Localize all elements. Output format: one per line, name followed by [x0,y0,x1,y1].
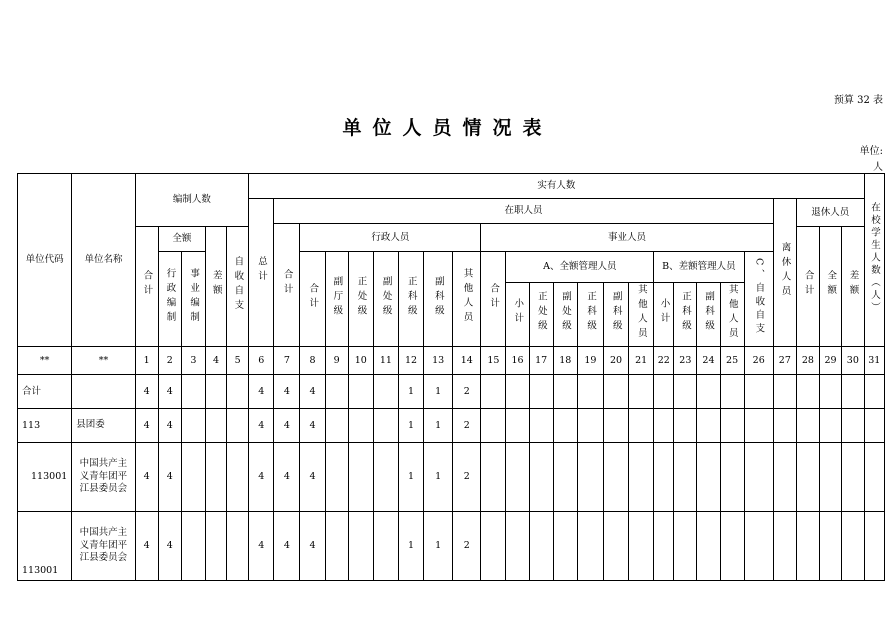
cell-col-7: 4 [274,512,300,581]
cell-col-6: 4 [249,512,274,581]
cell-code: 113001 [18,512,72,581]
index-cell: 26 [744,347,773,375]
cell-col-30 [842,443,864,512]
index-cell: 29 [820,347,842,375]
cell-col-4 [205,375,226,409]
cell-col-4 [205,409,226,443]
cell-col-5 [227,512,249,581]
cell-col-28 [796,443,819,512]
cell-col-28 [796,512,819,581]
cell-col-19 [577,443,603,512]
col-header-quane: 全额 [158,227,205,252]
cell-col-21 [629,512,654,581]
cell-col-26 [744,512,773,581]
cell-col-15 [481,375,506,409]
col-header-fu-chu: 副处级 [373,252,398,347]
cell-col-26 [744,443,773,512]
col-header-zaizhi-heji: 合计 [274,224,300,347]
cell-col-17 [529,443,553,512]
cell-col-1: 4 [135,443,158,512]
cell-col-11 [373,409,398,443]
cell-name: 县团委 [72,409,135,443]
index-cell: 8 [300,347,325,375]
col-header-fu-ke: 副科级 [424,252,453,347]
cell-col-22 [654,375,674,409]
index-cell: 31 [864,347,884,375]
cell-col-9 [325,443,348,512]
cell-col-24 [697,409,720,443]
cell-col-3 [181,443,205,512]
col-header-fu-ting: 副厅级 [325,252,348,347]
cell-col-2: 4 [158,409,181,443]
index-cell: 10 [348,347,373,375]
cell-col-29 [820,443,842,512]
cell-name: 中国共产主义青年团平江县委员会 [72,443,135,512]
col-header-b-xiaoji: 小计 [654,283,674,347]
cell-col-3 [181,375,205,409]
col-header-qita: 其他人员 [453,252,481,347]
table-row [18,512,885,581]
cell-col-5 [227,375,249,409]
table-row [18,443,885,512]
col-header-tuixiu-quane: 全额 [820,227,842,347]
index-cell: 22 [654,347,674,375]
index-cell: 21 [629,347,654,375]
cell-col-27 [773,375,796,409]
index-cell: 28 [796,347,819,375]
cell-col-18 [553,375,577,409]
col-header-b-zheng-ke: 正科级 [674,283,697,347]
cell-col-22 [654,409,674,443]
cell-col-30 [842,375,864,409]
cell-col-21 [629,443,654,512]
cell-col-13: 1 [424,512,453,581]
col-header-a-fu-ke: 副科级 [603,283,628,347]
cell-col-20 [603,512,628,581]
col-header-b-qita: 其他人员 [720,283,744,347]
cell-col-28 [796,375,819,409]
index-cell: 6 [249,347,274,375]
cell-col-25 [720,443,744,512]
table-row [18,409,885,443]
cell-col-4 [205,443,226,512]
cell-col-25 [720,409,744,443]
cell-col-20 [603,375,628,409]
cell-col-1: 4 [135,512,158,581]
cell-col-11 [373,443,398,512]
cell-col-19 [577,409,603,443]
index-cell: 19 [577,347,603,375]
index-cell: 24 [697,347,720,375]
cell-col-29 [820,409,842,443]
index-cell: 20 [603,347,628,375]
col-header-bianzhi-heji: 合计 [135,227,158,347]
cell-col-21 [629,375,654,409]
cell-name: 中国共产主义青年团平江县委员会 [72,512,135,581]
col-header-chae: 差额 [205,227,226,347]
cell-col-10 [348,512,373,581]
index-cell: 25 [720,347,744,375]
cell-col-12: 1 [398,375,423,409]
cell-col-16 [506,375,529,409]
cell-col-3 [181,512,205,581]
cell-col-13: 1 [424,443,453,512]
index-cell: 11 [373,347,398,375]
col-header-lixiu: 离休人员 [773,199,796,347]
cell-col-30 [842,512,864,581]
cell-col-31 [864,409,884,443]
cell-col-7: 4 [274,443,300,512]
cell-col-6: 4 [249,443,274,512]
index-cell: 3 [181,347,205,375]
index-cell: 13 [424,347,453,375]
cell-col-8: 4 [300,512,325,581]
cell-col-25 [720,512,744,581]
cell-col-13: 1 [424,375,453,409]
cell-col-31 [864,512,884,581]
cell-col-14: 2 [453,512,481,581]
cell-col-9 [325,409,348,443]
col-header-tuixiu-heji: 合计 [796,227,819,347]
cell-col-8: 4 [300,443,325,512]
cell-code: 合计 [18,375,72,409]
index-row [18,347,885,375]
cell-col-29 [820,512,842,581]
cell-col-7: 4 [274,409,300,443]
cell-col-10 [348,409,373,443]
cell-col-19 [577,512,603,581]
personnel-table [17,173,885,581]
index-cell: 18 [553,347,577,375]
cell-col-29 [820,375,842,409]
cell-col-9 [325,512,348,581]
cell-code: 113 [18,409,72,443]
cell-col-5 [227,443,249,512]
cell-col-15 [481,443,506,512]
cell-col-13: 1 [424,409,453,443]
cell-col-27 [773,409,796,443]
col-header-b-chae: B、差额管理人员 [654,252,744,283]
cell-col-8: 4 [300,375,325,409]
cell-col-6: 4 [249,375,274,409]
page-title: 单位人员情况表 [342,117,553,139]
index-cell: ** [18,347,72,375]
col-header-zheng-ke: 正科级 [398,252,423,347]
cell-col-14: 2 [453,409,481,443]
cell-col-12: 1 [398,409,423,443]
cell-col-1: 4 [135,409,158,443]
cell-col-28 [796,409,819,443]
cell-col-23 [674,443,697,512]
index-cell: 7 [274,347,300,375]
cell-col-12: 1 [398,512,423,581]
index-cell: ** [72,347,135,375]
unit-value: 人 [873,162,883,173]
index-cell: 23 [674,347,697,375]
cell-col-23 [674,512,697,581]
cell-code: 113001 [18,443,72,512]
index-cell: 2 [158,347,181,375]
cell-col-1: 4 [135,375,158,409]
cell-col-15 [481,512,506,581]
cell-col-17 [529,512,553,581]
cell-col-10 [348,375,373,409]
index-cell: 15 [481,347,506,375]
col-header-xingzheng-renyuan: 行政人员 [300,224,481,252]
cell-col-18 [553,409,577,443]
cell-name [72,375,135,409]
col-header-xingzheng-heji: 合计 [300,252,325,347]
col-header-zaixiao: 在校学生人数（人） [864,174,884,347]
cell-col-23 [674,409,697,443]
cell-col-31 [864,375,884,409]
col-header-tuixiu-chae: 差额 [842,227,864,347]
col-header-bianzhi: 编制人数 [135,174,249,227]
table-row [18,375,885,409]
col-header-a-zheng-ke: 正科级 [577,283,603,347]
cell-col-23 [674,375,697,409]
col-header-shiye-renyuan: 事业人员 [481,224,773,252]
index-cell: 5 [227,347,249,375]
index-cell: 1 [135,347,158,375]
cell-col-3 [181,409,205,443]
table-number: 预算 32 表 [833,95,883,106]
cell-col-24 [697,443,720,512]
col-header-shiye-bianzhi: 事业编制 [181,252,205,347]
cell-col-16 [506,409,529,443]
col-header-b-fu-ke: 副科级 [697,283,720,347]
cell-col-24 [697,512,720,581]
cell-col-17 [529,375,553,409]
col-header-a-xiaoji: 小计 [506,283,529,347]
index-cell: 14 [453,347,481,375]
cell-col-24 [697,375,720,409]
cell-col-16 [506,443,529,512]
cell-col-31 [864,443,884,512]
cell-col-2: 4 [158,375,181,409]
cell-col-26 [744,409,773,443]
cell-col-20 [603,443,628,512]
cell-col-12: 1 [398,443,423,512]
cell-col-2: 4 [158,443,181,512]
cell-col-19 [577,375,603,409]
col-header-code: 单位代码 [18,174,72,347]
cell-col-18 [553,512,577,581]
index-cell: 27 [773,347,796,375]
cell-col-16 [506,512,529,581]
cell-col-26 [744,375,773,409]
col-header-a-fu-chu: 副处级 [553,283,577,347]
cell-col-30 [842,409,864,443]
cell-col-10 [348,443,373,512]
col-header-a-qita: 其他人员 [629,283,654,347]
index-cell: 9 [325,347,348,375]
col-header-shiye-heji: 合计 [481,252,506,347]
cell-col-8: 4 [300,409,325,443]
col-header-a-quane: A、全额管理人员 [506,252,654,283]
col-header-shiyou: 实有人数 [249,174,864,199]
index-cell: 30 [842,347,864,375]
cell-col-25 [720,375,744,409]
cell-col-2: 4 [158,512,181,581]
cell-col-5 [227,409,249,443]
cell-col-21 [629,409,654,443]
cell-col-27 [773,512,796,581]
cell-col-9 [325,375,348,409]
col-header-a-zheng-chu: 正处级 [529,283,553,347]
cell-col-14: 2 [453,443,481,512]
cell-col-18 [553,443,577,512]
cell-col-7: 4 [274,375,300,409]
cell-col-14: 2 [453,375,481,409]
col-header-zongji: 总计 [249,199,274,347]
index-cell: 17 [529,347,553,375]
index-cell: 12 [398,347,423,375]
col-header-tuixiu: 退休人员 [796,199,864,227]
unit-label: 单位: [859,146,883,157]
col-header-zaizhi: 在职人员 [274,199,773,224]
cell-col-22 [654,443,674,512]
col-header-c-zishou: C、自收自支 [744,252,773,347]
cell-col-11 [373,512,398,581]
index-cell: 16 [506,347,529,375]
cell-col-11 [373,375,398,409]
cell-col-15 [481,409,506,443]
index-cell: 4 [205,347,226,375]
cell-col-17 [529,409,553,443]
cell-col-22 [654,512,674,581]
col-header-name: 单位名称 [72,174,135,347]
col-header-zishou: 自收自支 [227,227,249,347]
col-header-zheng-chu: 正处级 [348,252,373,347]
col-header-xingzheng-bianzhi: 行政编制 [158,252,181,347]
cell-col-6: 4 [249,409,274,443]
cell-col-4 [205,512,226,581]
cell-col-20 [603,409,628,443]
cell-col-27 [773,443,796,512]
